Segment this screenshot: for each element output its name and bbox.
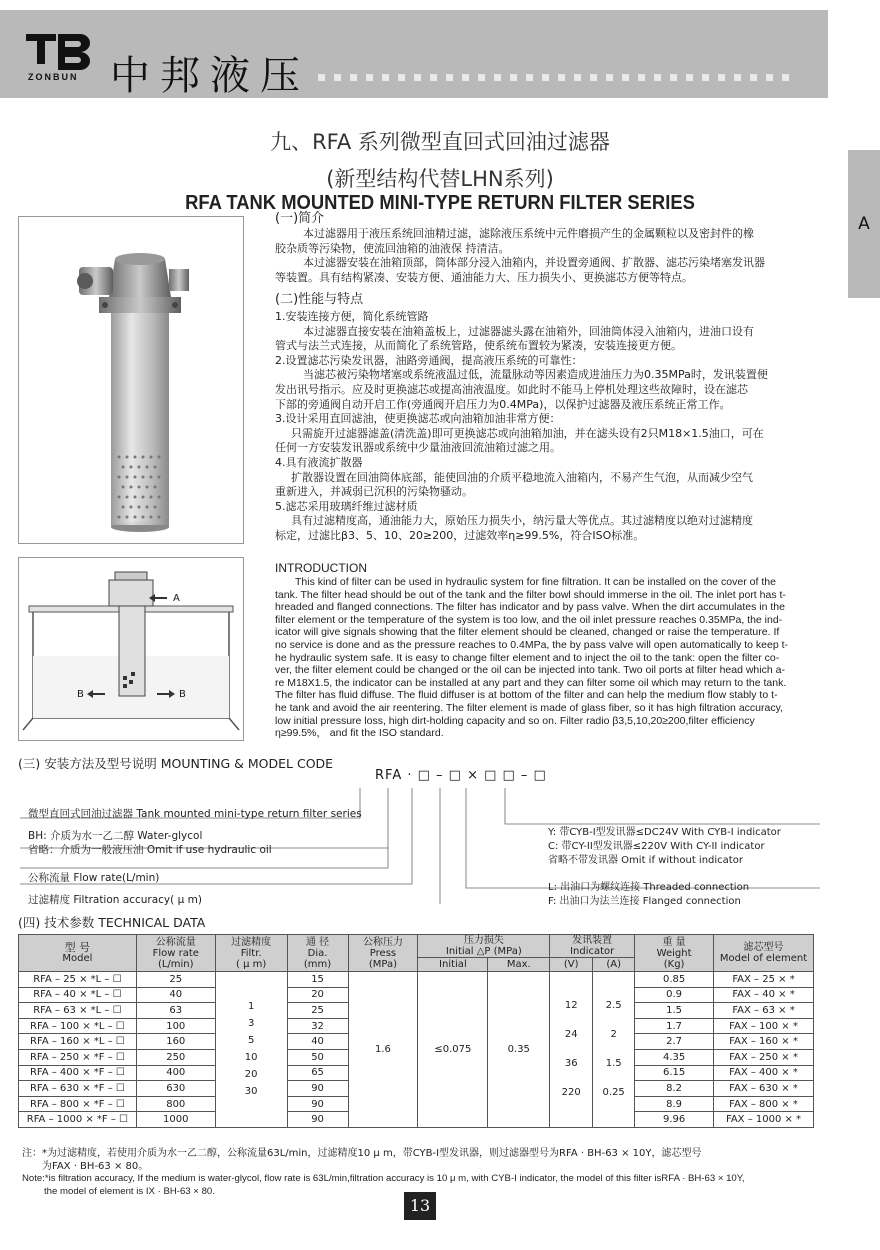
cell-model: RFA – 400 × *F – ☐ (19, 1065, 137, 1081)
page-number: 13 (404, 1192, 436, 1220)
cell-loss-max: 0.35 (488, 972, 550, 1128)
introduction-line: he hydraulic system safe. It is easy to change filter element and to inject the oil to the tank: open the filter co- (275, 651, 780, 664)
cell-diameter: 50 (287, 1049, 348, 1065)
cell-element: FAX – 250 × * (714, 1049, 814, 1065)
cell-element: FAX – 630 × * (714, 1081, 814, 1097)
introduction-line: no service is done and as the pressure reaches to 0.4MPa, the by pass valve will open automatically to keep t- (275, 638, 789, 651)
introduction-line: tank. The filter head should be out of the tank and the filter bowl should immerse in the oil. The inlet port has t- (275, 588, 786, 601)
header-loss-initial: Initial (418, 958, 488, 972)
cell-model: RFA – 250 × *F – ☐ (19, 1049, 137, 1065)
note-cn (22, 1148, 842, 1173)
cell-weight: 9.96 (635, 1112, 714, 1128)
feature-line: 发出讯号指示。应及时更换滤芯或提高油液温度。如此时不能马上停机处理这些故障时，设在滤芯 (275, 382, 748, 396)
label-flanged: F: 出油口为法兰连接 Flanged connection (548, 896, 741, 907)
mounting-diagram (18, 557, 244, 741)
cell-pressure: 1.6 (348, 972, 418, 1128)
feature-line: 具有过滤精度高，通油能力大，原始压力损失小，纳污量大等优点。其过滤精度以绝对过滤精度 (291, 514, 753, 528)
cell-weight: 4.35 (635, 1049, 714, 1065)
zonbun-logo (24, 30, 96, 84)
feature-line: 当滤芯被污染物堵塞或系统液温过低，流量脉动等因素造成进油压力为0.35MPa时，发讯装置便 (303, 368, 768, 382)
note-en-line: the model of element is IX · BH-63 × 80. (44, 1185, 215, 1197)
cell-element: FAX – 160 × * (714, 1034, 814, 1050)
cell-flow: 400 (136, 1065, 215, 1081)
intro-line: 本过滤器用于液压系统回油精过滤，滤除液压系统中元件磨损产生的金属颗粒以及密封件的橡 (303, 227, 754, 240)
cell-element: FAX – 100 × * (714, 1018, 814, 1034)
header-loss-max: Max. (488, 958, 550, 972)
cell-model: RFA – 1000 × *F – ☐ (19, 1112, 137, 1128)
header-weight: 重 量 Weight (Kg) (635, 935, 714, 972)
cell-weight: 1.5 (635, 1003, 714, 1019)
introduction-heading: INTRODUCTION (275, 561, 367, 575)
cell-diameter: 90 (287, 1096, 348, 1112)
cell-weight: 2.7 (635, 1034, 714, 1050)
technical-data-table (18, 934, 814, 1128)
features-paragraph (275, 310, 827, 544)
cell-element: FAX – 1000 × * (714, 1112, 814, 1128)
cell-model: RFA – 40 × *L – ☐ (19, 987, 137, 1003)
cell-model: RFA – 630 × *F – ☐ (19, 1081, 137, 1097)
cell-diameter: 32 (287, 1018, 348, 1034)
cell-diameter: 65 (287, 1065, 348, 1081)
introduction-line: icator will give signals showing that the filter element should be cleaned, changed or raise the temperature. If (275, 626, 780, 639)
note-en-line: Note:*is filtration accuracy, If the medium is water-glycol, flow rate is 63L/min,filtration accuracy is 10 μ m, with CYB-I indicator, the model of this filter isRFA · BH-63 × 10Y, (22, 1173, 745, 1184)
product-photo (18, 216, 244, 544)
header-volt: (V) (550, 958, 593, 972)
cell-loss-initial: ≤0.075 (418, 972, 488, 1128)
feature-line: 标定，过滤比β3、5、10、20≥200，过滤效率η≥99.5%，符合ISO标准。 (275, 528, 645, 542)
cell-model: RFA – 800 × *F – ☐ (19, 1096, 137, 1112)
feature-line: 3.设计采用直回滤油，使更换滤芯或向油箱加油非常方便： (275, 412, 561, 426)
cell-current: 2.5 2 1.5 0.25 (593, 972, 635, 1128)
cell-diameter: 90 (287, 1081, 348, 1097)
cell-voltage: 12 24 36 220 (550, 972, 593, 1128)
introduction-line: he tank and avoid the air reentering. The filter element is made of glass fiber, so it has high filtration accuracy, (275, 701, 783, 714)
cell-flow: 1000 (136, 1112, 215, 1128)
header-pressure: 公称压力 Press (MPa) (348, 935, 418, 972)
header-model: 型 号 Model (19, 935, 137, 972)
cell-flow: 40 (136, 987, 215, 1003)
header-flow: 公称流量 Flow rate (L/min) (136, 935, 215, 972)
introduction-line: ver, the filter element could be changed or the oil can be injected into tank. Two oil ports at filter head which a- (275, 664, 785, 677)
technical-data-heading: (四) 技术参数 TECHNICAL DATA (18, 915, 206, 930)
feature-line: 4.具有液流扩散器 (275, 455, 363, 469)
note-cn-line: 为FAX · BH-63 × 80。 (42, 1160, 149, 1172)
diagram-label-b-left: B (77, 689, 84, 700)
cell-diameter: 40 (287, 1034, 348, 1050)
cell-weight: 8.2 (635, 1081, 714, 1097)
cell-element: FAX – 800 × * (714, 1096, 814, 1112)
feature-line: 5.滤芯采用玻璃纤维过滤材质 (275, 499, 418, 513)
introduction-line: hreaded and flanged connections. The filter has indicator and by pass valve. When the dirt accumulates in the (275, 601, 785, 614)
intro-line: 本过滤器安装在油箱顶部，筒体部分浸入油箱内，并设置旁通阀、扩散器、滤芯污染堵塞发讯器 (303, 256, 765, 270)
header-element: 滤芯型号 Model of element (714, 935, 814, 972)
diagram-label-a: A (173, 593, 180, 604)
introduction-paragraph (275, 576, 827, 740)
label-threaded: L: 出油口为螺纹连接 Threaded connection (548, 882, 750, 893)
label-indicator-cyb: Y: 带CYB-I型发讯器≤DC24V With CYB-I indicator (548, 827, 781, 838)
header-dots (318, 74, 789, 81)
cell-diameter: 25 (287, 1003, 348, 1019)
feature-line: 管式与法兰式连接，从而简化了系统管路，使系统布置较为紧凑，安装连接更方便。 (275, 339, 682, 353)
label-medium-glycol: BH: 介质为水一乙二醇 Water-glycol (28, 830, 203, 842)
header-filtration: 过滤精度 Filtr. ( μ m) (215, 935, 287, 972)
feature-line: 重新进入，并减弱已沉积的污染物骚动。 (275, 485, 473, 499)
introduction-line: low initial pressure loss, high dirt-holding capacity and so on. Filter radio β3,5,10,20≥200,filter efficiency (275, 714, 755, 727)
cell-element: FAX – 63 × * (714, 1003, 814, 1019)
header-diameter: 通 径 Dia. (mm) (287, 935, 348, 972)
intro-paragraph (275, 227, 827, 285)
introduction-line: filter element or the temperature of the system is too low, and the oil inlet pressure reaches 0.35MPa, the ind- (275, 613, 783, 626)
feature-line: 只需旋开过滤器滤盖(清洗盖)即可更换滤芯或向油箱加油，并在滤头设有2只M18×1.5油口，可在 (291, 426, 764, 440)
feature-line: 1.安装连接方便，简化系统管路 (275, 310, 429, 323)
intro-line: 胶杂质等污染物，使流回油箱的油液保 持清洁。 (275, 241, 510, 255)
header-pressure-loss: 压力损失 Initial △P (MPa) (418, 935, 550, 958)
cell-flow: 800 (136, 1096, 215, 1112)
subtitle-cn: (新型结构代替LHN系列) (326, 167, 554, 191)
title-en: RFA TANK MOUNTED MINI-TYPE RETURN FILTER SERIES (185, 192, 695, 214)
header-band (0, 10, 828, 98)
cell-model: RFA – 25 × *L – ☐ (19, 972, 137, 988)
feature-line: 扩散器设置在回油筒体底部，能使回油的介质平稳地流入油箱内，不易产生气泡，从而减少空气 (291, 470, 753, 484)
cell-model: RFA – 63 × *L – ☐ (19, 1003, 137, 1019)
label-indicator-omit: 省略不带发讯器 Omit if without indicator (548, 855, 743, 866)
title-cn: 九、RFA 系列微型直回式回油过滤器 (270, 130, 610, 154)
feature-line: 2.设置滤芯污染发讯器，油路旁通阀，提高液压系统的可靠性： (275, 353, 583, 367)
intro-heading: (一)简介 (275, 211, 325, 226)
cell-flow: 100 (136, 1018, 215, 1034)
cell-diameter: 20 (287, 987, 348, 1003)
table-row (19, 972, 814, 988)
intro-line: 等装置。具有结构紧凑、安装方便、通油能力大、压力损失小、更换滤芯方便等特点。 (275, 270, 693, 284)
cell-flow: 160 (136, 1034, 215, 1050)
introduction-line: The filter has fluid diffuse. The fluid diffuser is at bottom of the filter and can help the medium flow stably to t- (275, 689, 778, 702)
header-amp: (A) (593, 958, 635, 972)
mounting-heading: (三) 安装方法及型号说明 MOUNTING & MODEL CODE (18, 756, 334, 771)
introduction-line: re M18X1.5, the indicator can be installed at any part and they can filter some oil which may return to the tank. (275, 676, 787, 689)
cell-weight: 0.85 (635, 972, 714, 988)
cell-filtration: 1 3 5 10 20 30 (215, 972, 287, 1128)
feature-line: 下部的旁通阀自动开启工作(旁通阀开启压力为0.4MPa)，以保护过滤器及液压系统正常工作。 (275, 397, 731, 411)
logo-text: ZONBUN (28, 72, 79, 82)
cell-element: FAX – 25 × * (714, 972, 814, 988)
introduction-line: η≥99.5%， and fit the ISO standard. (275, 727, 444, 740)
cell-flow: 63 (136, 1003, 215, 1019)
cell-model: RFA – 100 × *L – ☐ (19, 1018, 137, 1034)
cell-diameter: 90 (287, 1112, 348, 1128)
cell-flow: 25 (136, 972, 215, 988)
features-heading: (二)性能与特点 (275, 292, 364, 307)
label-series: 微型直回式回油过滤器 Tank mounted mini-type return filter series (28, 808, 362, 820)
cell-element: FAX – 40 × * (714, 987, 814, 1003)
cell-flow: 250 (136, 1049, 215, 1065)
model-code: RFA · □ – □ × □ □ – □ (375, 768, 547, 783)
feature-line: 本过滤器直接安装在油箱盖板上，过滤器滤头露在油箱外，回油筒体浸入油箱内，进油口设有 (303, 324, 754, 338)
introduction-line: This kind of filter can be used in hydraulic system for fine filtration. It can be installed on the cover of the (295, 576, 776, 588)
cell-model: RFA – 160 × *L – ☐ (19, 1034, 137, 1050)
header-indicator: 发讯装置 Indicator (550, 935, 635, 958)
cell-flow: 630 (136, 1081, 215, 1097)
label-filtration-accuracy: 过滤精度 Filtration accuracy( μ m) (28, 894, 202, 906)
cell-diameter: 15 (287, 972, 348, 988)
cell-element: FAX – 400 × * (714, 1065, 814, 1081)
company-name: 中邦液压 (110, 53, 310, 99)
label-flow-rate: 公称流量 Flow rate(L/min) (28, 872, 160, 884)
cell-weight: 6.15 (635, 1065, 714, 1081)
section-tab-label: A (858, 214, 870, 234)
label-indicator-cy: C: 带CY-II型发讯器≤220V With CY-II indicator (548, 841, 765, 852)
diagram-label-b-right: B (179, 689, 186, 700)
label-medium-oil: 省略：介质为一般液压油 Omit if use hydraulic oil (28, 844, 272, 856)
cell-weight: 1.7 (635, 1018, 714, 1034)
cell-weight: 8.9 (635, 1096, 714, 1112)
cell-weight: 0.9 (635, 987, 714, 1003)
feature-line: 任何一方安装发讯器或系统中少量油液回流油箱过滤之用。 (275, 441, 561, 455)
note-cn-line: 注：*为过滤精度，若使用介质为水一乙二醇，公称流量63L/min，过滤精度10 μ m，带CYB-I型发讯器，则过滤器型号为RFA · BH-63 × 10Y，滤芯型号 (22, 1148, 702, 1159)
